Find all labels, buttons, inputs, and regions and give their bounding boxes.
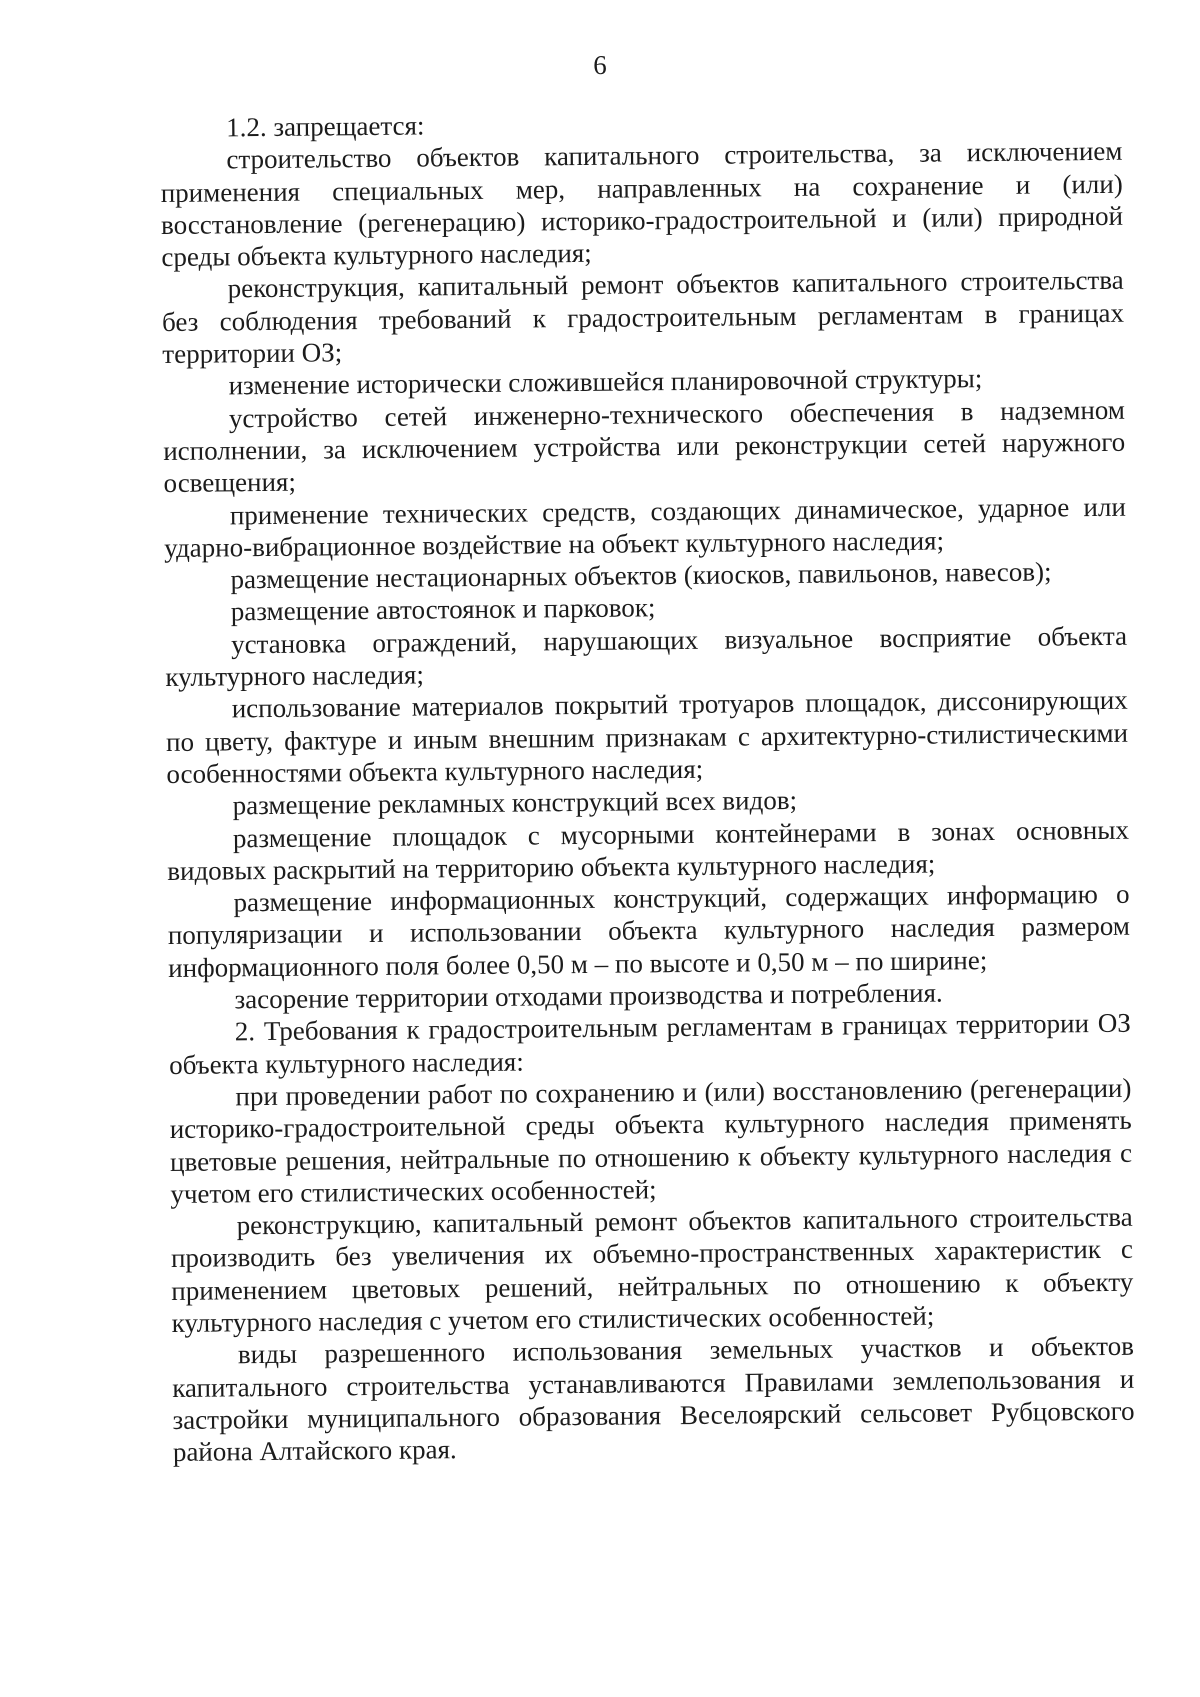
page-number: 6 (593, 50, 607, 80)
prohibition-item: размещение нестационарных объектов (киосков, павильонов, навесов); (230, 556, 1052, 595)
prohibition-item: установка ограждений, нарушающих визуальное восприятие объекта культурного наследия; (165, 620, 1128, 693)
document-body (160, 103, 1135, 1469)
prohibition-item: использование материалов покрытий тротуаров площадок, диссонирующих по цвету, фактуре и иным внешним признакам с архитектурно-стилистическими особенностями объекта культурного наследия; (165, 685, 1129, 789)
requirement-item: виды разрешенного использования земельных участков и объектов капитального строительства устанавливаются Правилами землепользования и застройки муниципального образования Веселоярский сельсовет Рубцовского района Алтайского края. (172, 1330, 1135, 1468)
prohibition-item: размещение автостоянок и парковок; (230, 592, 656, 627)
section-2-heading: 2. Требования к градостроительным регламентам в границах территории ОЗ объекта культурного наследия: (169, 1008, 1131, 1080)
prohibition-item: применение технических средств, создающих динамическое, ударное или ударно-вибрационное воздействие на объект культурного наследия; (164, 491, 1126, 563)
prohibition-item: размещение рекламных конструкций всех видов; (232, 785, 798, 821)
requirement-item: реконструкцию, капитальный ремонт объектов капитального строительства производить без увеличения их объемно-пространственных характеристик с применением цветовых решений, нейтральных по отношению к объекту культурного наследия с учетом его стилистических особенностей; (170, 1201, 1134, 1338)
prohibition-item: засорение территории отходами производства и потребления. (234, 977, 943, 1015)
prohibition-item: реконструкция, капитальный ремонт объектов капитального строительства без соблюдения требований к градостроительным регламентам в границах территории ОЗ; (161, 265, 1125, 370)
prohibition-item: строительство объектов капитального строительства, за исключением применения специальных мер, направленных на сохранение и (или) восстановление (регенерацию) историко-градостроительной и (или) природной среды объекта культурного наследия; (160, 136, 1124, 273)
requirement-item: при проведении работ по сохранению и (или) восстановлению (регенерации) историко-градостроительной среды объекта культурного наследия применять цветовые решения, нейтральные по отношению к объекту культурного наследия с учетом его стилистических особенностей; (169, 1072, 1133, 1209)
prohibition-item: устройство сетей инженерно-технического обеспечения в надземном исполнении, за исключением устройства или реконструкции сетей наружного освещения; (163, 394, 1126, 499)
prohibition-item: изменение исторически сложившейся планировочной структуры; (228, 363, 983, 401)
prohibition-item: размещение информационных конструкций, содержащих информацию о популяризации и использовании объекта культурного наследия размером информационного поля более 0,50 м – по высоте и 0,50 м – по ширине; (167, 878, 1131, 983)
prohibition-item: размещение площадок с мусорными контейнерами в зонах основных видовых раскрытий на территорию объекта культурного наследия; (167, 814, 1130, 886)
clause-1-2-heading: 1.2. запрещается: (226, 110, 425, 143)
